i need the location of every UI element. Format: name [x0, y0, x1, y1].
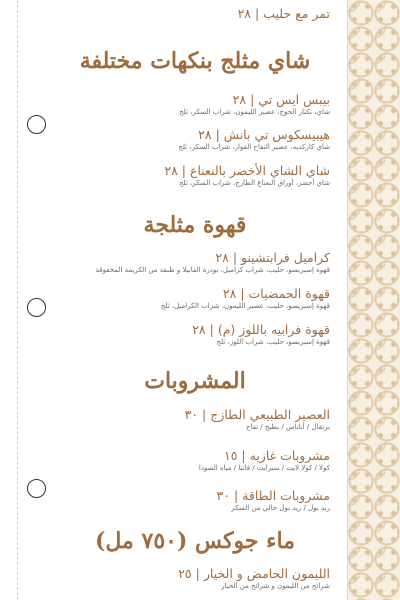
item-description: شاي، نكتار الخوخ، عصير الليمون، شراب السكر، ثلج: [179, 108, 330, 116]
menu-item: [60, 92, 330, 116]
section-title: شاي مثلج بنكهات مختلفة: [79, 48, 311, 74]
menu-item: [60, 163, 330, 187]
item-name: العصير الطبيعي الطازج | ٣٠: [184, 407, 330, 422]
item-name: كراميل فرابتشينو | ٢٨: [215, 250, 330, 265]
section-title: قهوة مثلجة: [143, 212, 247, 238]
item-name: تمر مع حليب | ٢٨: [237, 6, 330, 21]
item-description: قهوة إسبريسو، حليب، عصير الليمون، شراب الكراميل، ثلج: [160, 302, 330, 310]
item-name: مشروبات الطاقة | ٣٠: [216, 488, 330, 503]
menu-item: [60, 448, 330, 472]
menu-item: [60, 250, 330, 274]
section-iced-tea: [60, 48, 330, 74]
section-iced-coffee: [60, 212, 330, 238]
item-description: ريد بول / ريد بول خالي من السكر: [231, 504, 330, 512]
decorative-pattern: [348, 0, 400, 600]
section-water: [60, 528, 330, 554]
item-name: الليمون الحامض و الخيار | ٢٥: [178, 566, 330, 581]
item-name: قهوة الحمضيات | ٢٨: [222, 286, 330, 301]
menu-item: [60, 407, 330, 431]
item-description: برتقال / أناناس / بطيخ / تفاح: [245, 423, 330, 431]
section-drinks: [60, 368, 330, 394]
item-description: قهوة إسبريسو، حليب، شراب اللوز، ثلج: [216, 338, 330, 346]
menu-item: [60, 488, 330, 512]
item-description: شاي أخضر، أوراق النعناع الطازج، شراب السكر، ثلج: [178, 179, 330, 187]
item-name: بيبس ايس تي | ٢٨: [232, 92, 330, 107]
punch-guide-line: [17, 0, 18, 600]
binder-hole: [27, 479, 46, 498]
menu-item-top: [60, 6, 330, 21]
menu-item: [60, 127, 330, 151]
item-name: مشروبات غازيه | ١٥: [224, 448, 330, 463]
menu-item: [60, 566, 330, 590]
item-name: هيبيسكوس تي بانش | ٢٨: [198, 127, 330, 142]
item-description: كولا / كولا لايت / سبرايت / فانتا / مياه الصودا: [198, 464, 330, 472]
binder-hole: [27, 298, 46, 317]
item-description: شرائح من الليمون و شرائح من الخيار: [221, 582, 330, 590]
item-description: قهوة إسبريسو، حليب، شراب كراميل، بودرة الفانيلا و طبقة من الكريمة المخفوقة: [95, 266, 330, 274]
menu-item: [60, 286, 330, 310]
binder-hole: [27, 115, 46, 134]
menu-item: [60, 322, 330, 346]
section-title: ماء جوكس (٧٥٠ مل): [94, 528, 295, 554]
item-description: شاي كاركديه، عصير التفاح الفوار، شراب السكر، ثلج: [178, 143, 330, 151]
section-title: المشروبات: [144, 368, 246, 394]
item-name: شاي الشاي الأخضر بالنعناع | ٢٨: [164, 163, 330, 178]
item-name: قهوة فرابيه باللوز (م) | ٢٨: [192, 322, 330, 337]
